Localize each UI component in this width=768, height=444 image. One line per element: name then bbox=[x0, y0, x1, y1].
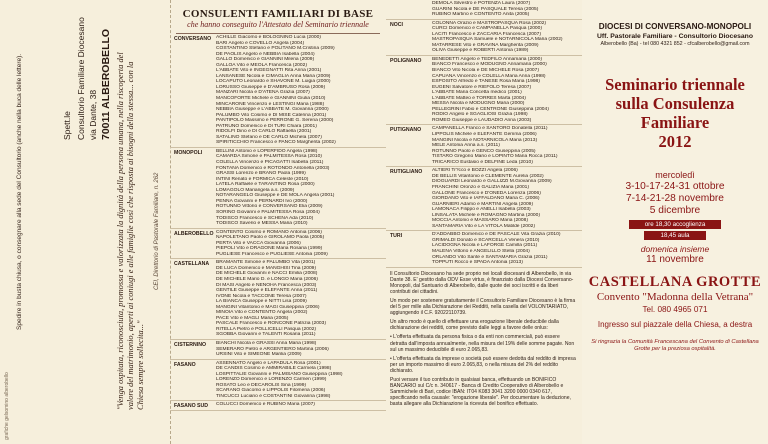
town-name: CASTELLANA bbox=[174, 261, 210, 268]
list-item: SGOBBA Giovanni e TALENTI Rosaria (2011) bbox=[216, 332, 316, 338]
list-item: RODIO Angelo e SGAGLIOSI Grazia (1998) bbox=[432, 112, 528, 118]
venue-town: CASTELLANA GROTTE bbox=[588, 274, 762, 290]
list-item: GALLOA Vito e MEOLA Francesca (2002) bbox=[216, 62, 307, 68]
list-item: PALUMBO Vito Cosimo e DI MISE Caterina (2001) bbox=[216, 112, 327, 118]
address-line-2: Consultorio Familiare Diocesano bbox=[76, 17, 86, 140]
note-paragraph: Il Consultorio Diocesano ha sede proprio nei locali diocesani di Alberobello, in via Dante 38. E' gestito dalla ODV Esse virtus, è finanziato dalla Diocesi Conversano-Monopoli, dal Santuario di Alberobello, dalle quote dei soci iscritti e da liberi contributi dei cittadini. bbox=[390, 270, 574, 295]
names-list bbox=[216, 361, 386, 400]
list-item: MOCCIA Antonio e MASSARO Maria (2008) bbox=[432, 218, 528, 224]
address-line-3: via Dante, 38 bbox=[88, 89, 98, 140]
list-item: LOSPITTALIE Giovanni e PALMISANO Giuseppina (1998) bbox=[216, 371, 343, 377]
consultants-list-left bbox=[170, 34, 386, 411]
town-group bbox=[170, 340, 386, 360]
names-list bbox=[432, 126, 582, 165]
town-group bbox=[386, 125, 582, 167]
quote-text: "Venga ospitata, riconosciuta, promossa e valorizzata la dignità della persona umana, nella riscoperta del valore del matrimonio, aperti ai coniugi e alle famiglie così che risposta ai bisogni della stessa... con la Chiesa sempre sollecita..." bbox=[116, 52, 145, 410]
list-item: DE CANDIS Cosimo e AMMIRABILE Carmela (1998) bbox=[216, 366, 332, 372]
town-name: RUTIGLIANO bbox=[390, 169, 423, 176]
list-item: MANCOFORTE Michele e GIANNINI Giulia (2010) bbox=[216, 96, 326, 102]
list-item: LIPPOLIS Michele e ELEFANTE Gemma (2006) bbox=[432, 132, 537, 138]
list-item: CONTENTO Cosimo e ROMANO Antonia (2006) bbox=[216, 229, 322, 235]
town-group bbox=[170, 229, 386, 260]
list-item: INTINI Renato e FORMICA Celeste (2010) bbox=[216, 176, 309, 182]
list-item: BIANCHI Nicola e GRASSI Anna Maria (1998) bbox=[216, 340, 317, 346]
list-item: GIORDANO Vito e IAFFALDANO Maria C. (2006) bbox=[432, 196, 540, 202]
town-name: ALBEROBELLO bbox=[174, 230, 214, 237]
list-item: DI MASI Angelo e NENOHA Francesca (2003) bbox=[216, 282, 317, 288]
venue-entry: Ingresso sul piazzale della Chiesa, a destra bbox=[597, 320, 753, 329]
list-item: PENNA Giovanni e PERNARDI Ivo (2000) bbox=[216, 198, 308, 204]
address-line-4: 70011 ALBEROBELLO bbox=[100, 28, 112, 140]
weekday: mercoledì bbox=[655, 170, 695, 180]
list-item: CURCI Domenico e CAMPANELLA Pasqua (2000) bbox=[432, 26, 542, 32]
list-item: ROTUNNO Vittorio e CONVERSANO Elia (2009) bbox=[216, 204, 323, 210]
seminar-title bbox=[582, 75, 768, 151]
note-paragraph: Un altro modo è quello di effettuare una erogazione liberale deducibile dalla dichiarazione dei redditi, come previsto dalle leggi a favore delle onlus: bbox=[390, 319, 559, 332]
venue-phone: Tel. 080 4965 071 bbox=[642, 305, 708, 314]
sunday-info bbox=[582, 244, 768, 265]
list-item: MATARRESE Vito e GRAVINA Margherita (2009) bbox=[432, 42, 539, 48]
list-item: SATALINO Stefano e DE CARLO Michela (2007) bbox=[216, 134, 322, 140]
list-item: ROMEO Giuseppe e LAUDADIO Anna (2003) bbox=[432, 117, 532, 123]
venue-convent: Convento "Madonna della Vetrana" bbox=[596, 291, 754, 303]
list-item: ROTUNNO Paolo e GENCO Giuseppina (2005) bbox=[432, 148, 536, 154]
town-name bbox=[386, 1, 432, 18]
names-list bbox=[216, 35, 386, 146]
list-item: L'ABBATE Maria Concetta medico (2001) bbox=[432, 90, 522, 96]
town-group bbox=[386, 231, 582, 267]
list-item: TRICARICO Eustasio e DELFINE Leda (2010) bbox=[432, 159, 533, 165]
town-name: CONVERSANO bbox=[174, 36, 212, 42]
list-item: ASSENNATO Angelo e LAPADULA Rosa (2001) bbox=[216, 360, 321, 366]
list-item: PACE Vito e MAGLI Maria (2005) bbox=[216, 315, 289, 321]
list-item: GENTILE Giuseppe e ELEFANTE Anna (2011) bbox=[216, 288, 318, 294]
address-line-1: Spett.le bbox=[62, 111, 72, 140]
quote-credit: CEI, Direttorio di Pastorale Familiare, n. 262 bbox=[154, 172, 160, 290]
list-item: PELLEGRINI Fabio e CENTRONE Giuseppina (2004) bbox=[432, 106, 549, 112]
list-item: GRIMALDI Donato e SCARCELLA Venera (2010) bbox=[432, 237, 540, 243]
list-item: CAMARDA Simone e PALMITESSA Rosa (2010) bbox=[216, 154, 322, 160]
names-list bbox=[432, 1, 582, 18]
list-item: GUARNIERI Adamo e MARTINI Angela (2009) bbox=[432, 201, 534, 207]
time-welcome: ore 18,30 accoglienza bbox=[629, 220, 721, 229]
list-item: BENEDETTI Angelo e TEDFILO Annamaria (2000) bbox=[432, 56, 542, 62]
list-item: MINOIA Vito e CONTENTO Angela (2002) bbox=[216, 310, 308, 316]
mailing-panel bbox=[0, 0, 171, 444]
consultants-subtitle: che hanno conseguito l'Attestato del Seminario triennale bbox=[187, 20, 369, 29]
list-item: D'ADDABBO Domenico e DE PASCALE Vita Grazia (2010) bbox=[432, 232, 561, 238]
list-item: COSTANTINO Stefano e POLITANO M.Cristina (2009) bbox=[216, 46, 335, 52]
note-paragraph: Un modo per sostenere gratuitamente il Consultorio Familiare Diocesano è la firma del 5 per mille alla Dichiarazione dei Redditi, nella casella del VOLONTARIATO, aggiungendo il C.F. 92022110739. bbox=[390, 297, 576, 317]
town-name: FASANO bbox=[174, 361, 196, 368]
town-name: CISTERNINO bbox=[174, 341, 206, 348]
list-item: GALLONE Francesco e D'ONEDA Lorenza (2006) bbox=[432, 190, 541, 196]
list-item: BIANCO Francesco e MODUGNO Annamaria (2000) bbox=[432, 62, 547, 68]
mail-note: Spedire in busta chiusa, o consegnare alla sede del Consultorio (anche nella buca delle lettere). bbox=[16, 53, 23, 330]
list-item: TISTARO Gregorio Mario e LOPINTO Maria Rocca (2011) bbox=[432, 154, 558, 160]
list-item: MANGINI Vitantonio e MAGI Giuseppina (2006) bbox=[216, 304, 320, 310]
list-item: NAPOLETANO Paolo e GIROLAMO Paola (2005) bbox=[216, 235, 325, 241]
time-class: 18,45 aula bbox=[644, 231, 706, 240]
list-item: LOCAPUTO Leonardo e SHAVONE M. Luigia (2000) bbox=[216, 79, 331, 85]
list-item: TOPPUTI Rocco e SPADA Antonia (2013) bbox=[432, 260, 523, 266]
list-item: DE MICHELE Giovanni e NACCI Emilia (2008) bbox=[216, 271, 318, 277]
list-item: PUGLIESE Francesco e PUGLIESE Antonia (2009) bbox=[216, 251, 328, 257]
list-item: GRASSI Lorenzo e BRANO Paola (1999) bbox=[216, 171, 306, 177]
consultants-panel-right bbox=[386, 0, 582, 444]
town-group bbox=[386, 0, 582, 20]
sunday-date: 11 novembre bbox=[646, 254, 704, 265]
list-item: CAPUANA Vincenzo e COLELLA Maria Anna (1998) bbox=[432, 73, 546, 79]
consultants-list-right bbox=[386, 0, 582, 268]
office-name: Uff. Pastorale Familiare - Consultorio Diocesano bbox=[597, 33, 753, 40]
town-name: NOCI bbox=[390, 21, 403, 28]
list-item: SPIRITICCHIO Francesco e PANCO Margherita (2002) bbox=[216, 140, 336, 146]
town-name: PUTIGNANO bbox=[390, 127, 422, 134]
list-item: TODISCO Francesco e SCHENA Ada (2010) bbox=[216, 215, 314, 221]
note-paragraph: Puoi versare il tuo contributo in qualsiasi banca, effettuando un BONIFICO BANCARIO sul C/c n. 340617 - Banca di Credito Cooperativo di Alberobello e Sammichele di Bari, codice IBAN: IT04 K083 3041 3200 0000 0340 617, specificando nella causale: "erogazione liberale". Per documentare la deduzione, basta allegare alla Dichiarazione la ricevuta del bonifico effettuato. bbox=[390, 377, 571, 408]
list-item: MANZARI Nicola e D'ATENA Grazia (2007) bbox=[216, 90, 310, 96]
list-item: ALTIERI Tr?cco e BOZZI Angela (2006) bbox=[432, 168, 518, 174]
list-item: COLELLA Vincenzo e PICAGATTI Isabella (2011) bbox=[216, 160, 324, 166]
list-item: L'ABBATE Vito e INGEGNATTI Rita Anna (2001) bbox=[216, 68, 322, 74]
names-list bbox=[432, 232, 582, 265]
list-item: MANGINI Nicola e NOTARNICOLA Maria (2013) bbox=[432, 137, 538, 143]
list-item: PANTIPOLO Massimo e PERRONE G. Serena (2000) bbox=[216, 118, 334, 124]
list-item: DE PAOLIS Angelo e NEBBIA Isabella (2004) bbox=[216, 51, 315, 57]
consultants-title: CONSULENTI FAMILIARI DI BASE bbox=[182, 8, 374, 20]
list-item: GALLO Domenico e GIANNINI Milena (2009) bbox=[216, 57, 315, 63]
town-group bbox=[170, 401, 386, 411]
list-item: GUARINI Nicola e DE PASQUALE Teresa (2005) bbox=[432, 6, 539, 12]
town-name: POLIGNANO bbox=[390, 57, 422, 64]
names-list bbox=[432, 21, 582, 54]
town-group bbox=[170, 360, 386, 402]
list-item: PERTA Vito e VACCA Giovanna (2006) bbox=[216, 240, 301, 246]
town-name: TURI bbox=[390, 233, 403, 240]
town-group bbox=[170, 259, 386, 340]
list-item: BIANCO Vito Nicola e DE MICHELE Rosa (2007) bbox=[432, 68, 539, 74]
list-item: ROSATO Leo e DECAROLIS Sina (1999) bbox=[216, 382, 307, 388]
list-item: EUGENI Salvatore e RIEFOLO Teresa (2007) bbox=[432, 84, 532, 90]
list-item: ESPOSITO Alfredo e TANESE Rosa Maria (1998) bbox=[432, 79, 540, 85]
consultants-panel-left bbox=[170, 0, 386, 444]
list-item: IVONE Nicola e TACCONE Teresa (2007) bbox=[216, 293, 307, 299]
list-item: SEMERARO Pietro e ARGENTIERO Martina (2006) bbox=[216, 346, 329, 352]
list-item: DE MICHELE Mario D. e LONGO Maria (2006) bbox=[216, 276, 318, 282]
printer-credit: grafiche gelsomino alberobello bbox=[4, 372, 10, 440]
cover-panel bbox=[582, 0, 768, 444]
names-list bbox=[216, 402, 386, 409]
names-list bbox=[432, 57, 582, 124]
list-item: PASCALE Francesco e RONCONE Patrizia (2003) bbox=[216, 321, 326, 327]
list-item: LINSALATA Michele e ROMAGNO Martina (2000) bbox=[432, 212, 540, 218]
list-item: DEMOLA Silvestro e POTENZA Laura (2007) bbox=[432, 1, 531, 6]
list-item: NEBBIA Giuseppe e L'ABBATE M. Giovanna (2000) bbox=[216, 107, 329, 113]
dates-october: 3-10-17-24-31 ottobre bbox=[625, 181, 725, 192]
seminar-title-line1: Seminario triennale bbox=[605, 75, 745, 94]
seminar-year: 2012 bbox=[658, 132, 692, 151]
dates-november: 7-14-21-28 novembre bbox=[626, 193, 724, 204]
list-item: MELE Antonia Anna a.s. (2011) bbox=[432, 143, 500, 149]
list-item: BELLINI Antonio e LOPERFIDO Angela (1998) bbox=[216, 148, 318, 154]
list-item: SCARANO Giacomo e LIPPOLIS Filomena (2006) bbox=[216, 388, 326, 394]
names-list bbox=[432, 168, 582, 229]
town-group bbox=[170, 148, 386, 229]
list-item: LA BIANCA Giuseppe e NITTI Lisa (2009) bbox=[216, 299, 307, 305]
town-group bbox=[386, 167, 582, 231]
town-name: FASANO SUD bbox=[174, 403, 209, 410]
support-notes bbox=[386, 268, 582, 408]
sunday-label: domenica insieme bbox=[640, 244, 710, 254]
schedule bbox=[582, 169, 768, 217]
list-item: MESSA Nicola e MODUGNO Maria (2000) bbox=[432, 101, 525, 107]
list-item: CAMPANELLA Franco e SANTORO Donatella (2011) bbox=[432, 126, 548, 132]
list-item: LACITI Francesco e ZACCARIA Francesca (2007) bbox=[432, 31, 541, 37]
town-group bbox=[386, 56, 582, 126]
list-item: URSINI Vito e SIMEONE Marilia (2009) bbox=[216, 352, 302, 358]
list-item: RITELLA Pietro e POLLICELLI Pasqua (2002) bbox=[216, 326, 317, 332]
list-item: SANTAMARIA Vito e LA VITOLA Matilde (2002) bbox=[432, 223, 536, 229]
list-item: PATRUNO Domenico e DI TURI Chiara (2001) bbox=[216, 123, 317, 129]
names-list bbox=[216, 260, 386, 338]
list-item: FONTANA Domenico e ROTONDO Antonella (2003) bbox=[216, 165, 330, 171]
list-item: SORINO Giovanni e PALMITESSA Rosa (2004) bbox=[216, 209, 320, 215]
note-paragraph: • L'offerta effettuata da persona fisica o da enti non commerciali, può essere detratta dall'imposta annualmente, nella misura del 19% delle somme pagate. Non sul un massimo deducibile di euro 2.065,83. bbox=[390, 334, 575, 353]
list-item: NOTARANGELO Giuseppe e DE MOLA Angela (2001) bbox=[216, 193, 335, 199]
list-item: LORUSSO Giuseppe e D'AMBRUSO Rosa (2009) bbox=[216, 84, 326, 90]
list-item: RIDOLFI Dino e DI CARLO Raffaella (2001) bbox=[216, 129, 312, 135]
list-item: MALENA Vittorio e ANGELILLO Stella (2004) bbox=[432, 248, 530, 254]
list-item: OLIVA Giuseppe e ROBERTI Antonia (1989) bbox=[432, 48, 529, 54]
list-item: DIOGUARDI Leonardo e GALLIZZI M.Giovanna (2009) bbox=[432, 179, 552, 185]
names-list bbox=[216, 341, 386, 358]
list-item: PIEPOLI Vito e DRAGONE Maria Rosaria (1999) bbox=[216, 246, 323, 252]
note-paragraph: • L'offerta effettuata da imprese o società può essere dedotta dal reddito di impresa per un importo massimo di euro 2.065,83, o nella misura del 2% del reddito dichiarato. bbox=[390, 355, 576, 374]
town-name: MONOPOLI bbox=[174, 149, 203, 156]
list-item: LOMAGOLO Mariangela a.s. (2009) bbox=[216, 187, 295, 193]
list-item: L'ABBATE Matteo e TORRES Marta (2004) bbox=[432, 95, 526, 101]
names-list bbox=[216, 149, 386, 227]
town-group bbox=[386, 20, 582, 56]
list-item: FRANCHINI Oronzo e GALIZIA Maria (2001) bbox=[432, 184, 530, 190]
names-list bbox=[216, 230, 386, 258]
list-item: TINCUCCI Luciano e COSTANTINI Giovanna (1998) bbox=[216, 393, 331, 399]
list-item: MASTROPASQUA Samuele e NOTARNICOLA Maria (2002) bbox=[432, 37, 563, 43]
dates-december: 5 dicembre bbox=[649, 205, 701, 216]
list-item: BARI Angelo e COVELLO Angela (2004) bbox=[216, 40, 305, 46]
diocese-name: DIOCESI DI CONVERSANO-MONOPOLI bbox=[598, 22, 752, 31]
list-item: ORLANDO Vito Sante e SANTAMARIA Grazia (2011) bbox=[432, 254, 548, 260]
list-item: TODISCO Saverio e MESSA Maria (2010) bbox=[216, 221, 308, 227]
list-item: COLONNA Orazio e MASTROPASQUA Rosa (2002) bbox=[432, 20, 547, 26]
list-item: DE BELLIS Vitantonio e CLEMENTE Aurelia (2002) bbox=[432, 173, 544, 179]
list-item: ACHILLE Giacomo e BOLOGNINO Lucia (2000) bbox=[216, 35, 321, 40]
list-item: LACIDOGNA Nicola e LAFORGE Camilla (2011) bbox=[432, 243, 538, 249]
list-item: LANSANESE Nicola e CIMAGLIA Anna Maria (2009) bbox=[216, 73, 331, 79]
list-item: RUBINO Martino e CONTENTO Anita (2005) bbox=[432, 12, 530, 18]
thanks-note: Si ringrazia la Comunità Francescana del Convento di Castellana Grotte per la preziosa ospitalità. bbox=[591, 339, 759, 352]
list-item: DE LUCA Domenico e MANGHISI Tina (2009) bbox=[216, 265, 317, 271]
seminar-title-line2: sulla Consulenza Familiare bbox=[615, 94, 735, 132]
list-item: BRAMANTE Simone e PALUMBO Vita (2001) bbox=[216, 260, 316, 266]
contact-line: Alberobello (Ba) - tel 080 4321 852 - cfcalberobello@gmail.com bbox=[600, 41, 750, 47]
list-item: LAMONACA Filippo e ANELLI Isabella (2003) bbox=[432, 207, 531, 213]
list-item: LORENZO Domenico e LORENZO Carmen (1999) bbox=[216, 377, 327, 383]
list-item: LATELA Raffaele e TARANTINO Rosa (2000) bbox=[216, 182, 315, 188]
list-item: COLUCCI Domenico e RUBINO Maria (2007) bbox=[216, 402, 315, 408]
town-group bbox=[170, 34, 386, 148]
list-item: MINCARONE Vincenzo e LESTINGI Maria (1988) bbox=[216, 101, 325, 107]
